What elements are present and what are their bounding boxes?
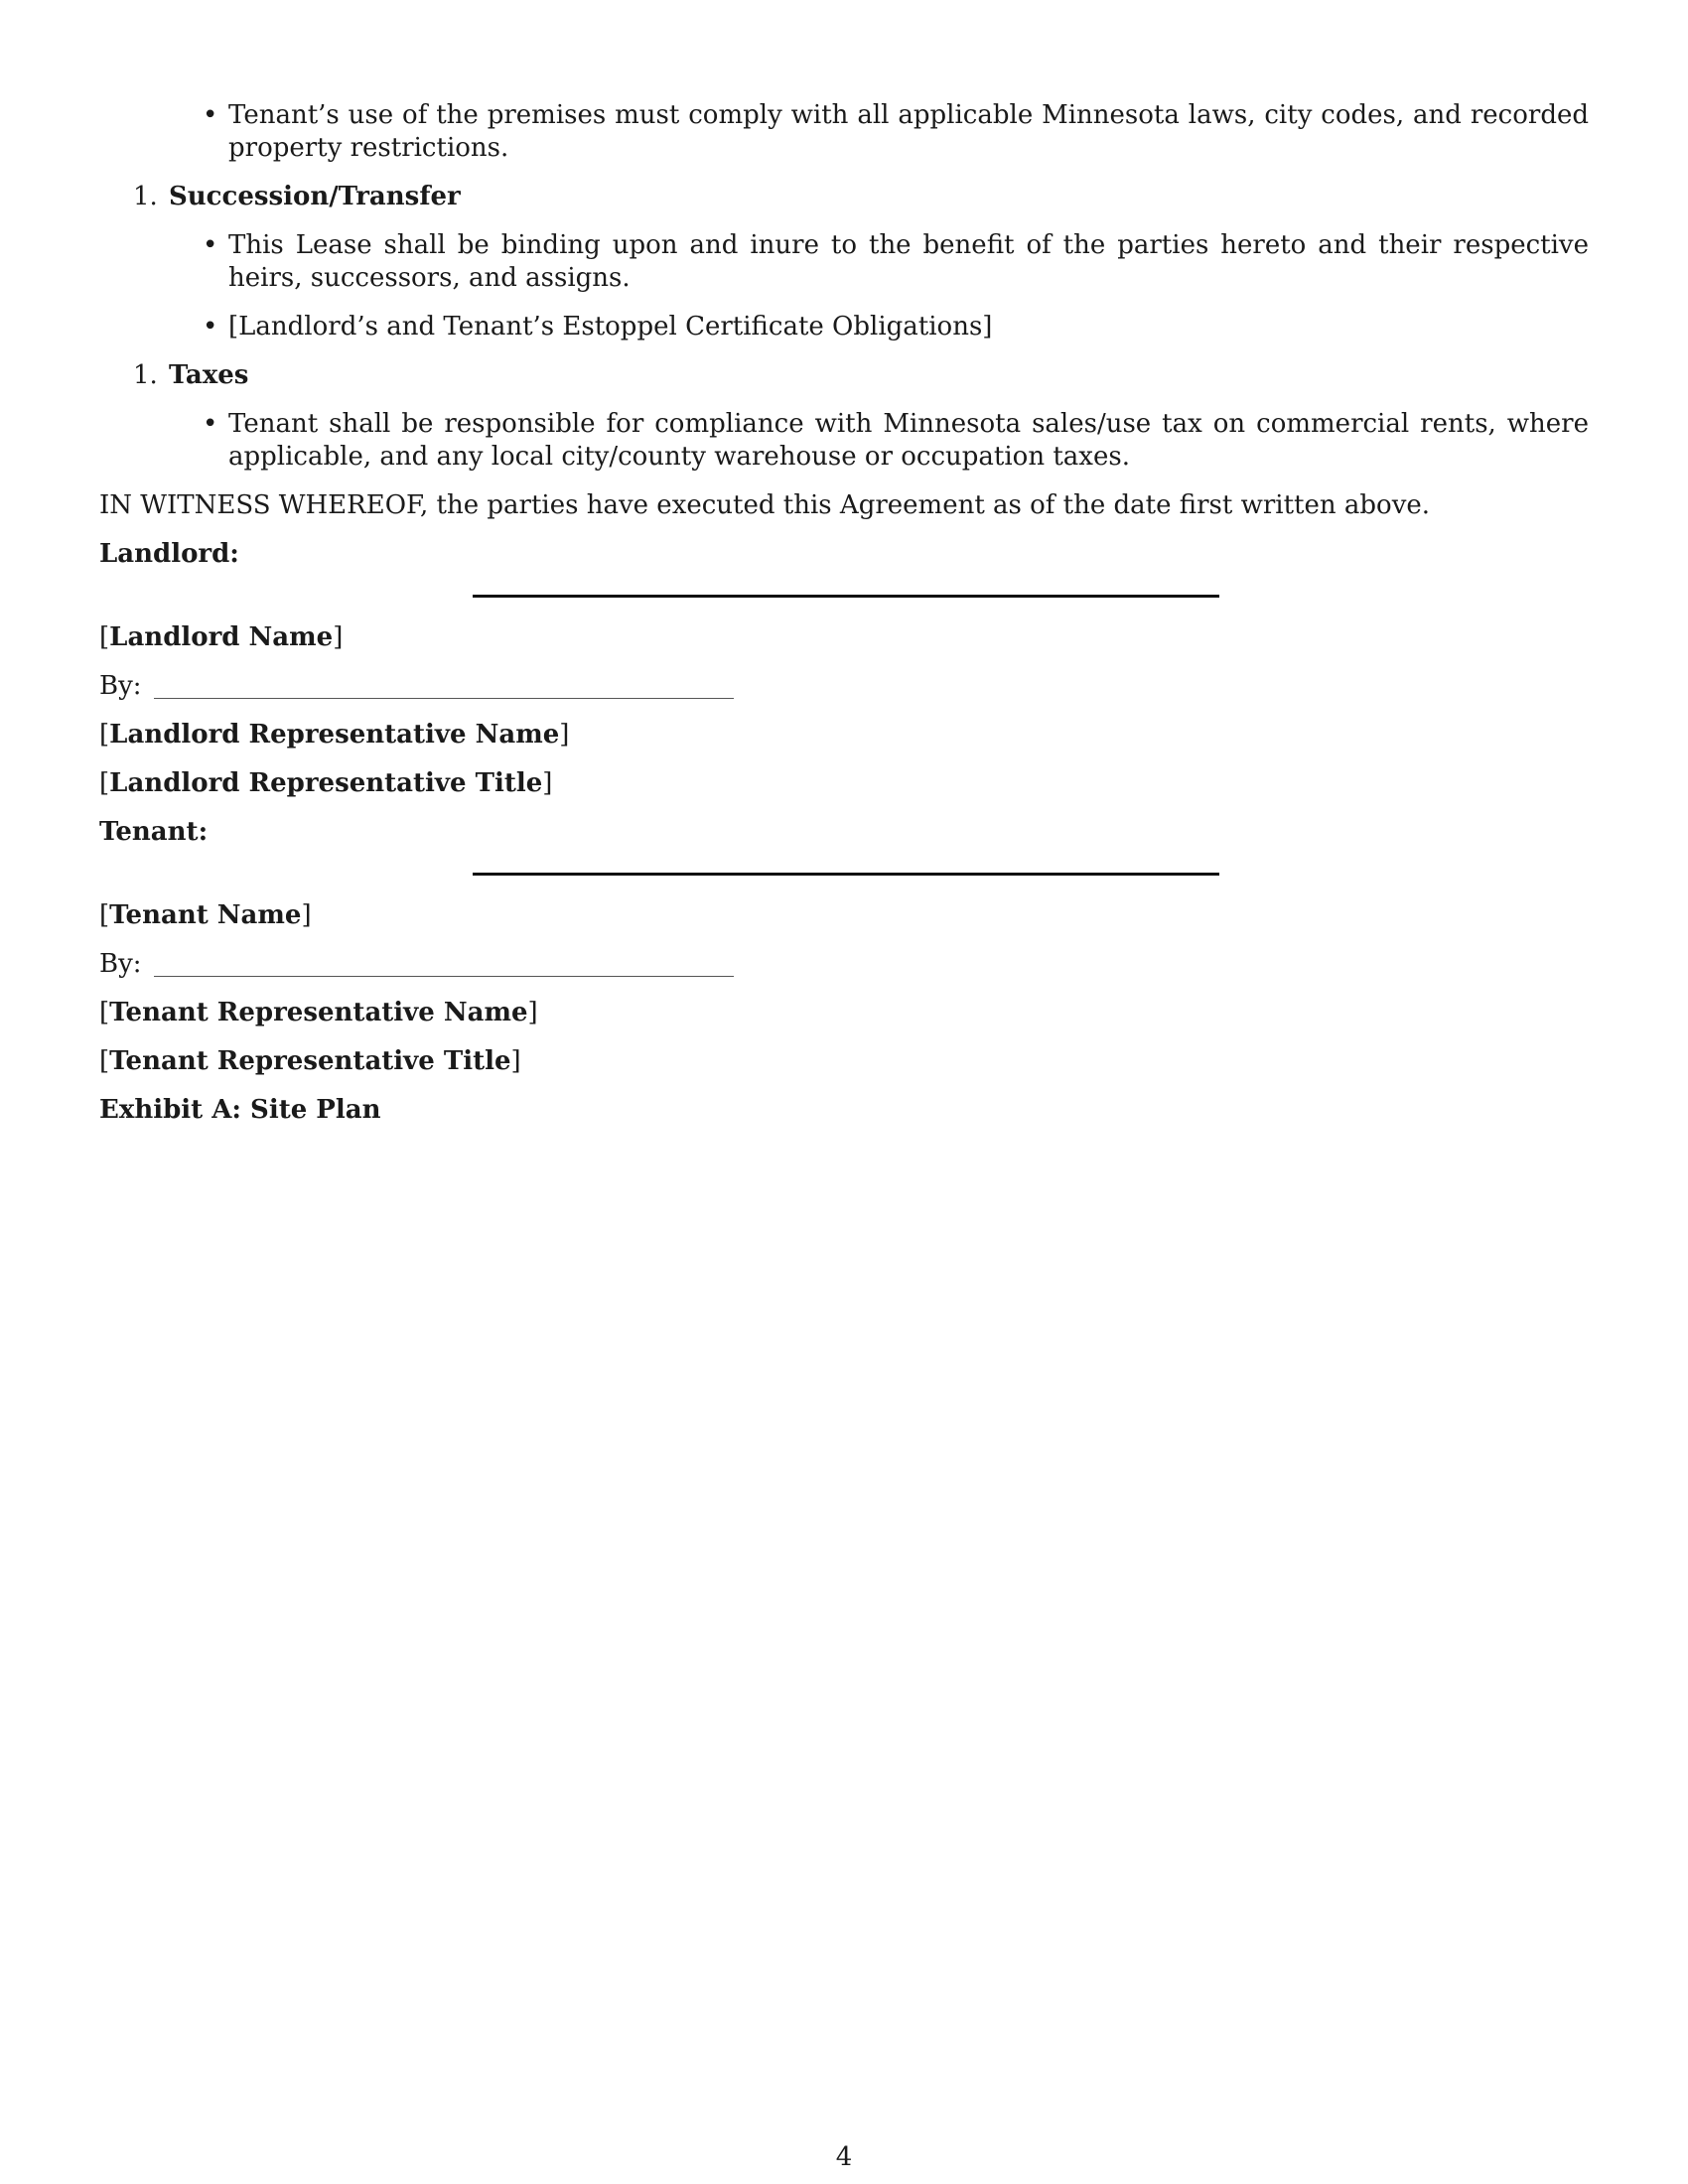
document-page [99, 99, 1589, 1127]
section-title: Taxes [169, 360, 249, 390]
bullet-icon: • [203, 100, 218, 130]
landlord-name: [Landlord Name] [99, 622, 344, 652]
succession-heading [99, 181, 1589, 213]
list-item [99, 408, 1589, 474]
taxes-heading [99, 359, 1589, 392]
bullet-text: Tenant’s use of the premises must comply with all applicable Minnesota laws, city codes, and recorded property restrictions. [228, 100, 1589, 163]
taxes-bullet-list [99, 408, 1589, 474]
landlord-label: Landlord: [99, 539, 239, 569]
tenant-by-row [99, 948, 1589, 981]
landlord-rep-title: [Landlord Representative Title] [99, 768, 553, 798]
succession-bullet-list [99, 229, 1589, 343]
bullet-text: [Landlord’s and Tenant’s Estoppel Certificate Obligations] [228, 312, 993, 341]
bullet-icon: • [203, 312, 218, 341]
list-item [99, 311, 1589, 343]
section-title: Succession/Transfer [169, 182, 461, 211]
bullet-icon: • [203, 409, 218, 439]
list-item [99, 99, 1589, 165]
witness-statement: IN WITNESS WHEREOF, the parties have executed this Agreement as of the date first written above. [99, 490, 1431, 520]
section-number: 1. [133, 360, 158, 390]
tenant-rep-title: [Tenant Representative Title] [99, 1046, 521, 1076]
tenant-label: Tenant: [99, 817, 209, 847]
section-number: 1. [133, 182, 158, 211]
list-item [99, 229, 1589, 295]
bullet-text: This Lease shall be binding upon and inure to the benefit of the parties hereto and their respective heirs, successors, and assigns. [228, 230, 1589, 293]
by-label: By: [99, 949, 142, 979]
use-bullet-list [99, 99, 1589, 165]
page-number: 4 [835, 2142, 853, 2172]
landlord-rep-name: [Landlord Representative Name] [99, 720, 570, 750]
bullet-icon: • [203, 230, 218, 260]
bullet-text: Tenant shall be responsible for compliance with Minnesota sales/use tax on commercial rents, where applicable, and any local city/county warehouse or occupation taxes. [228, 409, 1589, 472]
tenant-name: [Tenant Name] [99, 900, 312, 930]
tenant-rep-name: [Tenant Representative Name] [99, 998, 538, 1027]
by-label: By: [99, 671, 142, 701]
landlord-by-row [99, 670, 1589, 703]
exhibit-heading: Exhibit A: Site Plan [99, 1095, 381, 1125]
tenant-by-signature-field[interactable] [154, 952, 734, 977]
landlord-by-signature-field[interactable] [154, 674, 734, 699]
